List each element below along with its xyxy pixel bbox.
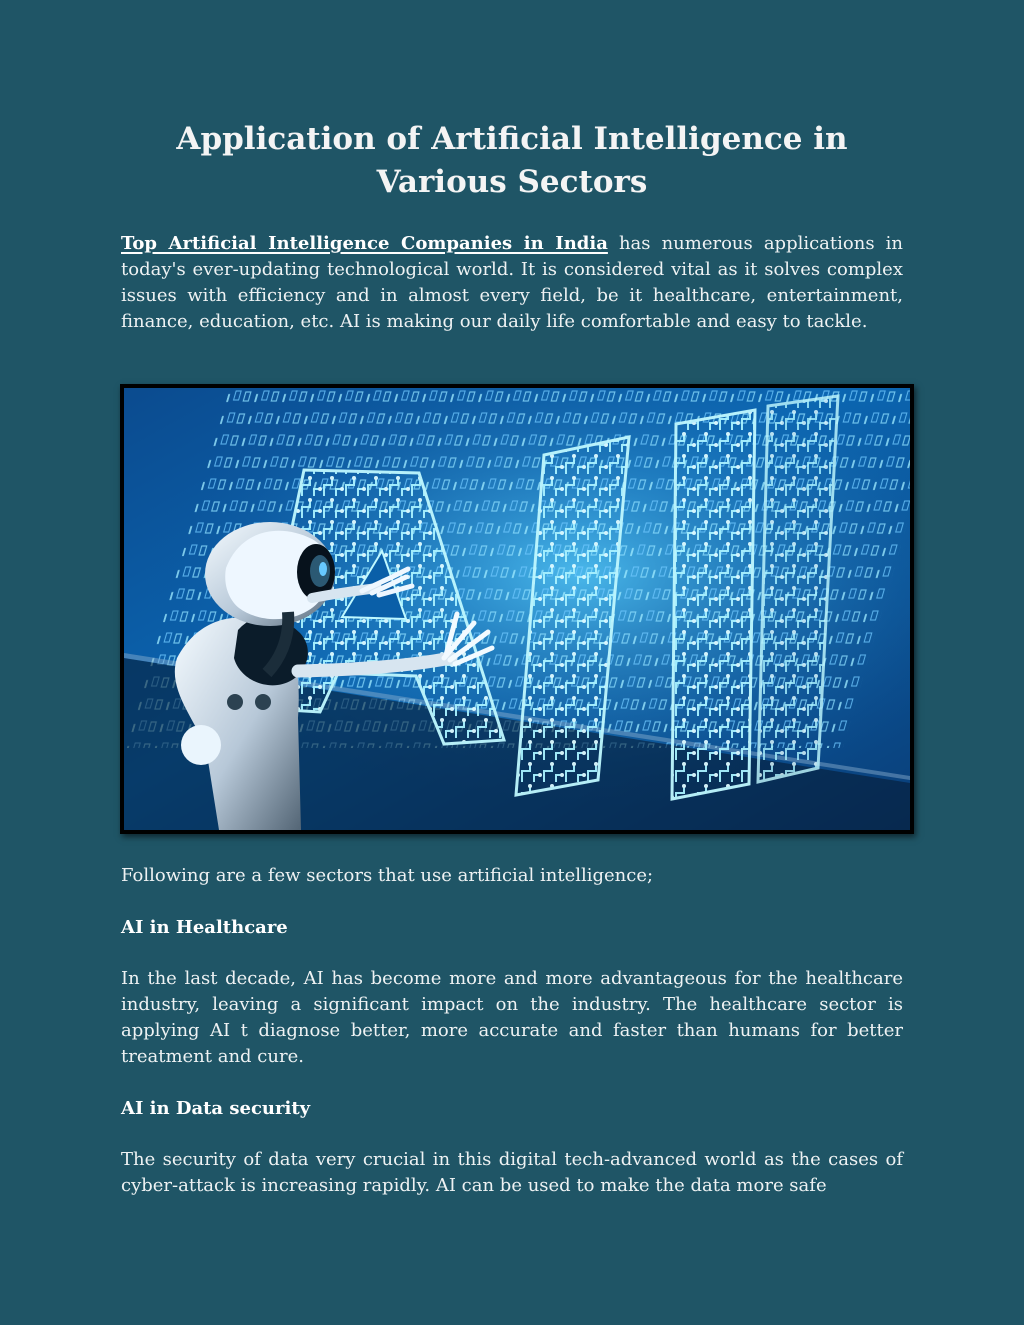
hero-image [120,384,914,834]
robot-ai-illustration [124,388,910,830]
following-text: Following are a few sectors that use artificial intelligence; [121,865,654,886]
section-heading-healthcare: AI in Healthcare [121,917,288,938]
intro-paragraph [121,231,903,335]
intro-text: has numerous applications in today's ever-updating technological world. It is considered vital as it solves complex issues with efficiency and in almost every field, be it healthcare, entertainment, finance, education, etc. AI is making our daily life comfortable and easy to tackle. [121,233,903,332]
section-heading-data-security: AI in Data security [121,1098,311,1119]
section-text-data-security: The security of data very crucial in this digital tech-advanced world as the cases of cyber-attack is increasing rapidly. AI can be used to make the data more safe [121,1149,903,1196]
section-text-healthcare: In the last decade, AI has become more and more advantageous for the healthcare industry, leaving a significant impact on the industry. The healthcare sector is applying AI t diagnose better, more accurate and faster than humans for better treatment and cure. [121,968,903,1067]
top-ai-companies-link[interactable]: Top Artificial Intelligence Companies in India [121,233,608,254]
page-title: Application of Artificial Intelligence in Various Sectors [176,121,848,200]
